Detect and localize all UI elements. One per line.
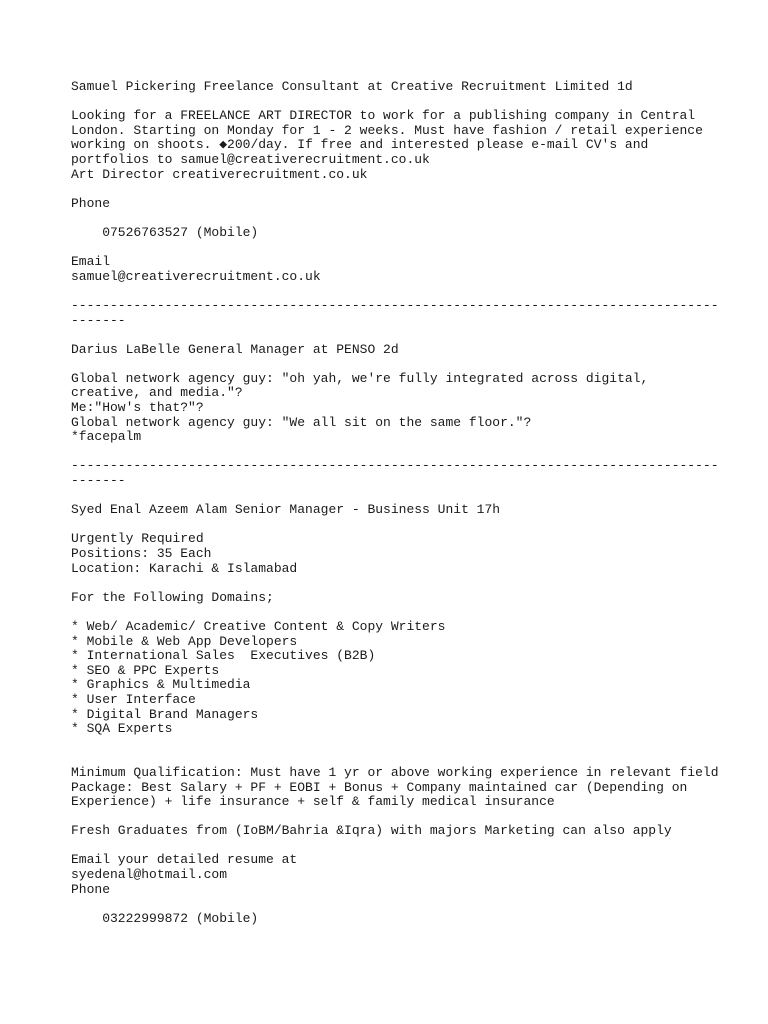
post-1-line: working on shoots. ◆200/day. If free and interested please e-mail CV's and [71,137,649,153]
post-1-line: portfolios to samuel@creativerecruitment.co.uk [71,151,430,167]
post-3-line: Positions: 35 Each [71,546,212,561]
post-3-line: Location: Karachi & Islamabad [71,560,298,576]
post-3-line [71,737,711,752]
post-3-line: For the Following Domains; [71,589,274,605]
post-3-line: * User Interface [71,691,196,707]
post-1-line [71,241,711,256]
post-1-line [71,95,711,110]
post-3-line: * International Sales Executives (B2B) [71,648,376,664]
post-1-line: Looking for a FREELANCE ART DIRECTOR to work for a publishing company in Central [71,108,696,124]
post-1-line: Art Director creativerecruitment.co.uk [71,166,368,182]
post-3-line: Fresh Graduates from (IoBM/Bahria &Iqra) with majors Marketing can also apply [71,823,672,839]
post-2-line: *facepalm [71,429,142,445]
post-3-line [71,605,711,620]
post-3-line: Urgently Required [71,531,204,547]
post-2-line [71,445,711,460]
post-3-line: Phone [71,881,111,897]
post-2-line: Darius LaBelle General Manager at PENSO 2d [71,341,399,357]
post-2-line: Global network agency guy: "oh yah, we're fully integrated across digital, [71,370,649,386]
post-3-line [71,751,711,766]
post-2-line [71,489,711,504]
post-1-line: samuel@creativerecruitment.co.uk [71,268,321,284]
post-3-line: * Digital Brand Managers [71,706,259,722]
post-1-line: ------- [71,312,126,328]
post-3-line [71,576,711,591]
post-3-line [71,518,711,533]
post-1-line [71,328,711,343]
post-1-line: 07526763527 (Mobile) [71,224,259,240]
post-3-line: * SQA Experts [71,721,173,737]
post-1-line: Samuel Pickering Freelance Consultant at Creative Recruitment Limited 1d [71,79,633,94]
post-1-line [71,211,711,226]
post-3-line: 03222999872 (Mobile) [71,910,259,926]
post-3-line: * SEO & PPC Experts [71,662,220,678]
post-1-line [71,284,711,299]
post-3-line [71,897,711,912]
post-2-line: Me:"How's that?"? [71,400,204,416]
post-3-line: syedenal@hotmail.com [71,867,228,883]
post-3-line: * Mobile & Web App Developers [71,633,298,649]
post-3-line: Experience) + life insurance + self & family medical insurance [71,794,555,810]
post-3-line: * Web/ Academic/ Creative Content & Copy Writers [71,618,446,634]
post-1-line [71,182,711,197]
post-1-line: Email [71,254,111,270]
post-2-line: Global network agency guy: "We all sit on the same floor."? [71,414,532,430]
post-1-line: London. Starting on Monday for 1 - 2 weeks. Must have fashion / retail experience [71,122,703,138]
post-2-line: ----------------------------------------------------------------------------------- [71,458,719,474]
post-2-line: creative, and media."? [71,385,243,401]
post-3-line: Package: Best Salary + PF + EOBI + Bonus + Company maintained car (Depending on [71,779,688,795]
post-3-line: * Graphics & Multimedia [71,677,251,693]
post-1-line: ----------------------------------------------------------------------------------- [71,297,719,313]
document-page [71,79,719,926]
post-3-line: Syed Enal Azeem Alam Senior Manager - Business Unit 17h [71,502,501,518]
post-3-line [71,810,711,825]
post-3-line: Minimum Qualification: Must have 1 yr or above working experience in relevant field [71,764,719,780]
post-1-line: Phone [71,195,111,211]
post-2-line: ------- [71,473,126,489]
post-2-line [71,357,711,372]
post-3-line [71,839,711,854]
post-3-line: Email your detailed resume at [71,852,298,868]
